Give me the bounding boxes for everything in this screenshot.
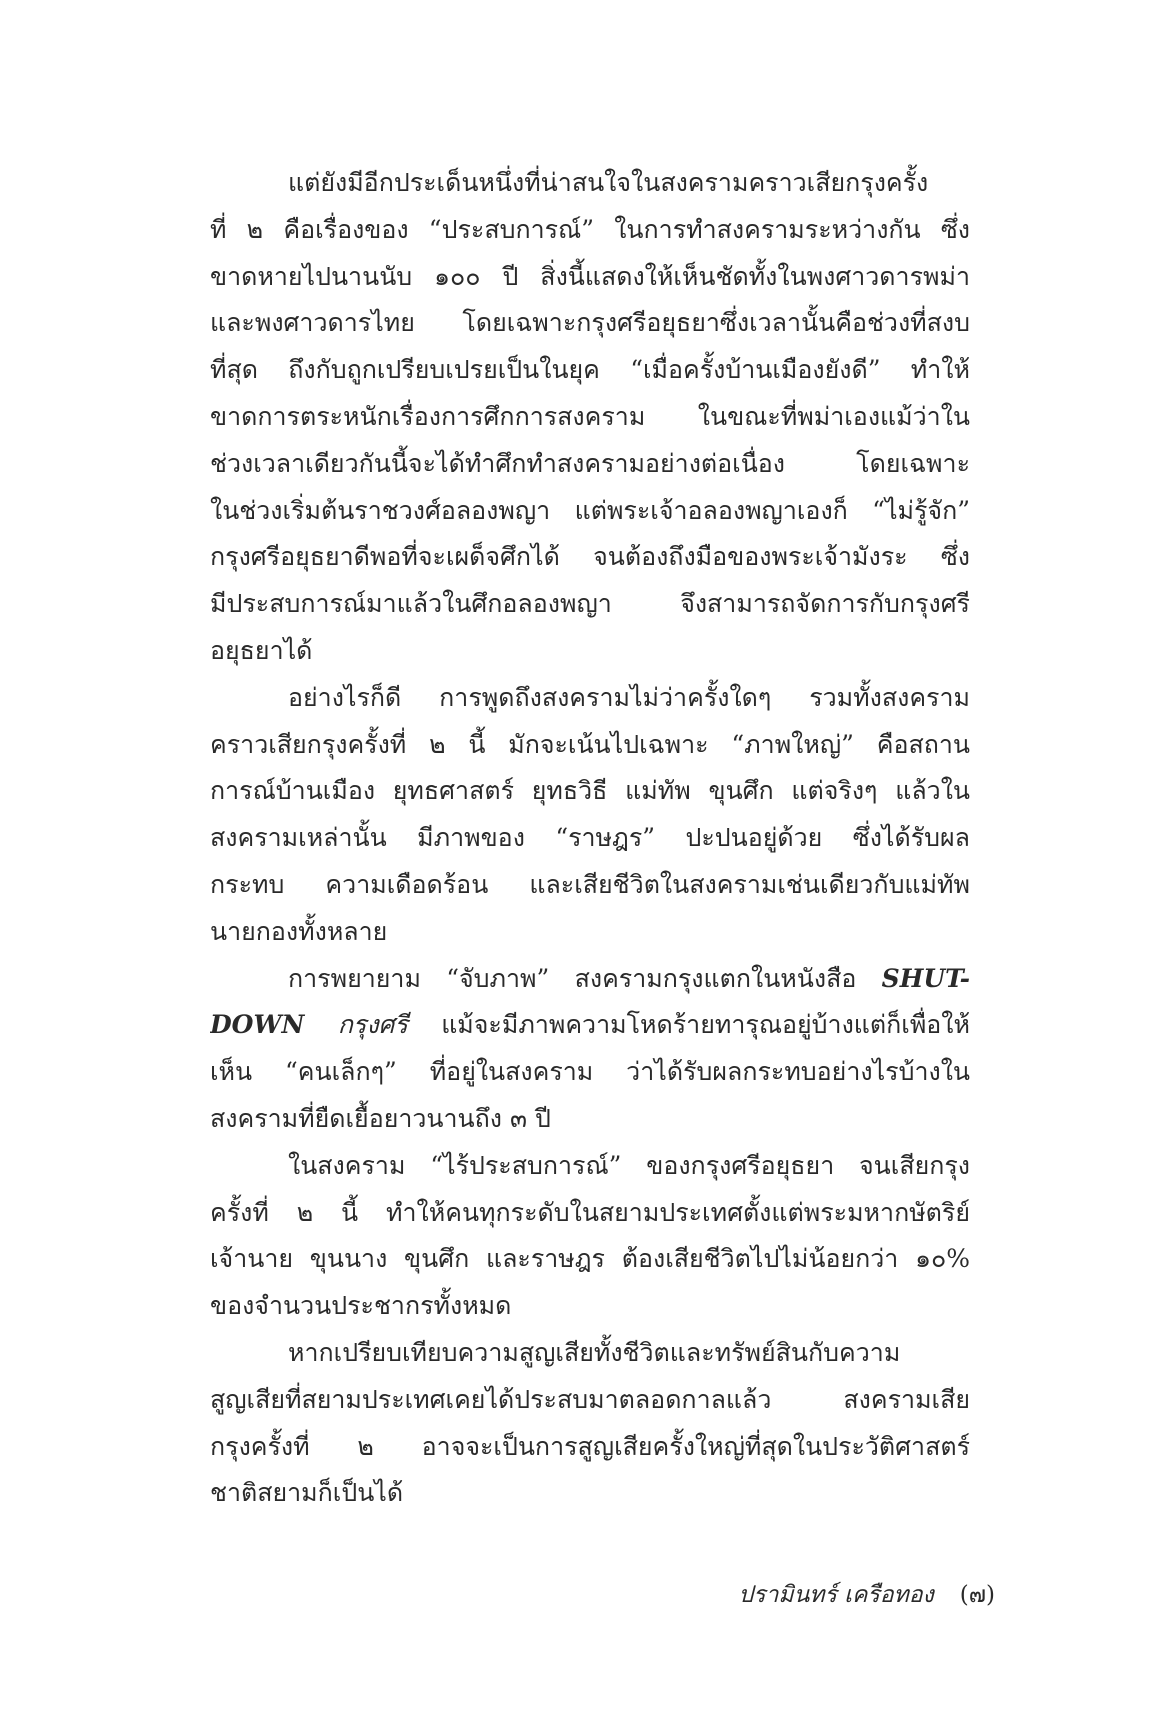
text-line: เห็น “คนเล็กๆ” ที่อยู่ในสงคราม ว่าได้รับผลกระทบอย่างไรบ้างใน <box>210 1057 970 1087</box>
text-line: สงครามที่ยืดเยื้อยาวนานถึง ๓ ปี <box>210 1103 551 1133</box>
text-line <box>210 1002 970 1049</box>
text-line: กระทบ ความเดือดร้อน และเสียชีวิตในสงครามเช่นเดียวกับแม่ทัพ <box>210 869 970 899</box>
text-line: กรุงครั้งที่ ๒ อาจจะเป็นการสูญเสียครั้งใหญ่ที่สุดในประวัติศาสตร์ <box>210 1431 970 1461</box>
book-title: SHUT- <box>881 963 970 993</box>
book-title: DOWN <box>210 1010 305 1040</box>
text-line: หากเปรียบเทียบความสูญเสียทั้งชีวิตและทรัพย์สินกับความ <box>288 1337 901 1367</box>
text-line: สูญเสียที่สยามประเทศเคยได้ประสบมาตลอดกาลแล้ว สงครามเสีย <box>210 1384 970 1414</box>
text-line: ในสงคราม “ไร้ประสบการณ์” ของกรุงศรีอยุธยา จนเสียกรุง <box>288 1150 970 1180</box>
text-line: คราวเสียกรุงครั้งที่ ๒ นี้ มักจะเน้นไปเฉพาะ “ภาพใหญ่” คือสถาน <box>210 729 970 759</box>
text-line: การณ์บ้านเมือง ยุทธศาสตร์ ยุทธวิธี แม่ทัพ ขุนศึก แต่จริงๆ แล้วใน <box>210 776 970 806</box>
text-segment: แม้จะมีภาพความโหดร้ายทารุณอยู่บ้างแต่ก็เพื่อให้ <box>441 1010 970 1040</box>
text-line: มีประสบการณ์มาแล้วในศึกอลองพญา จึงสามารถจัดการกับกรุงศรี <box>210 589 970 619</box>
text-line: อยุธยาได้ <box>210 635 313 665</box>
page-number: (๗) <box>959 1582 995 1608</box>
text-line: ชาติสยามก็เป็นได้ <box>210 1478 404 1508</box>
book-title: กรุงศรี <box>337 1010 408 1040</box>
text-line: กรุงศรีอยุธยาดีพอที่จะเผด็จศึกได้ จนต้องถึงมือของพระเจ้ามังระ ซึ่ง <box>210 542 970 572</box>
text-line: และพงศาวดารไทย โดยเฉพาะกรุงศรีอยุธยาซึ่งเวลานั้นคือช่วงที่สงบ <box>210 308 970 338</box>
page-footer <box>739 1577 995 1613</box>
text-segment: การพยายาม “จับภาพ” สงครามกรุงแตกในหนังสือ <box>288 963 857 993</box>
text-line: ที่ ๒ คือเรื่องของ “ประสบการณ์” ในการทำสงครามระหว่างกัน ซึ่ง <box>210 214 970 244</box>
text-line: ครั้งที่ ๒ นี้ ทำให้คนทุกระดับในสยามประเทศตั้งแต่พระมหากษัตริย์ <box>210 1197 970 1227</box>
text-line: สงครามเหล่านั้น มีภาพของ “ราษฎร” ปะปนอยู่ด้วย ซึ่งได้รับผล <box>210 823 970 853</box>
text-line: ของจำนวนประชากรทั้งหมด <box>210 1291 512 1321</box>
body-text <box>210 160 970 1517</box>
text-line: ที่สุด ถึงกับถูกเปรียบเปรยเป็นในยุค “เมื่อครั้งบ้านเมืองยังดี” ทำให้ <box>210 355 970 385</box>
text-line: นายกองทั้งหลาย <box>210 916 388 946</box>
text-line: ขาดหายไปนานนับ ๑๐๐ ปี สิ่งนี้แสดงให้เห็นชัดทั้งในพงศาวดารพม่า <box>210 261 970 291</box>
text-line: ในช่วงเริ่มต้นราชวงศ์อลองพญา แต่พระเจ้าอลองพญาเองก็ “ไม่รู้จัก” <box>210 495 970 525</box>
text-line: ขาดการตระหนักเรื่องการศึกการสงคราม ในขณะที่พม่าเองแม้ว่าใน <box>210 401 970 431</box>
text-line: แต่ยังมีอีกประเด็นหนึ่งที่น่าสนใจในสงครามคราวเสียกรุงครั้ง <box>288 168 929 197</box>
text-line: อย่างไรก็ดี การพูดถึงสงครามไม่ว่าครั้งใดๆ รวมทั้งสงคราม <box>288 682 970 712</box>
footer-author: ปรามินทร์ เครือทอง <box>738 1582 934 1608</box>
text-line <box>210 956 970 1003</box>
text-line: ช่วงเวลาเดียวกันนี้จะได้ทำศึกทำสงครามอย่างต่อเนื่อง โดยเฉพาะ <box>210 448 970 478</box>
text-line: เจ้านาย ขุนนาง ขุนศึก และราษฎร ต้องเสียชีวิตไปไม่น้อยกว่า ๑๐% <box>210 1244 970 1274</box>
